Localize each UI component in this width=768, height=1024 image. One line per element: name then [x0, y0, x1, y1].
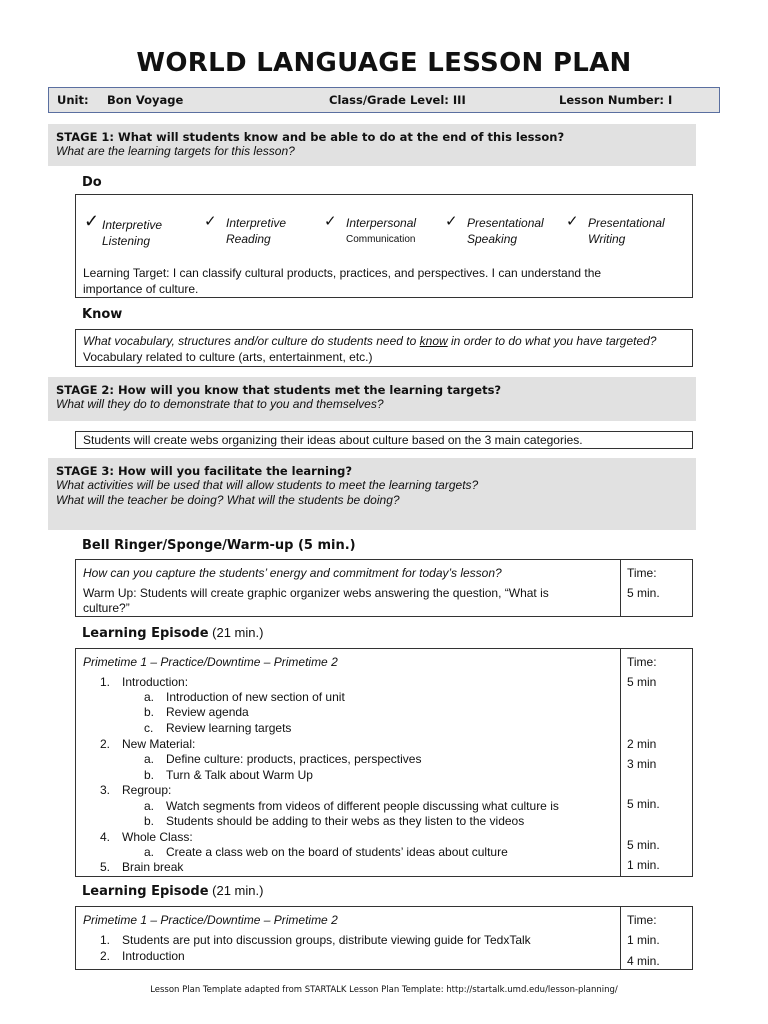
time-label: Time: — [627, 655, 657, 669]
learning-episode-2-table — [75, 906, 693, 970]
episode-label-time: (21 min.) — [212, 625, 264, 640]
learning-episode-2-content — [76, 907, 621, 969]
learning-episode-1-time-cell — [621, 649, 692, 876]
list-item-number: 4. — [100, 830, 111, 844]
time-value: 3 min — [627, 757, 657, 771]
grade-level: Class/Grade Level: III — [329, 93, 466, 107]
list-item — [100, 933, 531, 947]
list-item — [144, 705, 249, 719]
lesson-number: Lesson Number: I — [559, 93, 673, 107]
bell-ringer-label: Bell Ringer/Sponge/Warm-up (5 min.) — [82, 538, 356, 553]
list-item-number: 1. — [100, 675, 111, 689]
list-item — [144, 721, 291, 735]
list-item-number: b. — [144, 768, 155, 782]
know-question-pre: What vocabulary, structures and/or culture do students need to — [83, 334, 417, 348]
list-item — [144, 690, 345, 704]
lesson-header-bar — [48, 87, 720, 113]
learning-episode-1-table — [75, 648, 693, 877]
footer-note: Lesson Plan Template adapted from STARTALK Lesson Plan Template: http://startalk.umd.edu/lesson-planning/ — [150, 985, 618, 995]
stage-2-subheading: What will they do to demonstrate that to you and themselves? — [56, 397, 384, 411]
list-item-number: 2. — [100, 737, 111, 751]
list-item-text: Watch segments from videos of different people discussing what culture is — [166, 799, 559, 813]
list-item — [100, 949, 185, 963]
stage-3-subheading-1: What activities will be used that will allow students to meet the learning targets? — [56, 478, 479, 492]
mode-line2: Communication — [346, 234, 416, 245]
stage-3-heading: STAGE 3: How will you facilitate the learning? — [56, 464, 353, 478]
list-item-text: Turn & Talk about Warm Up — [166, 768, 313, 782]
stage-2-heading: STAGE 2: How will you know that students met the learning targets? — [56, 383, 502, 397]
list-item-number: a. — [144, 799, 155, 813]
list-item-text: Students should be adding to their webs as they listen to the videos — [166, 814, 525, 828]
mode-line1: Interpretive — [102, 218, 163, 232]
list-item-text: Review agenda — [166, 705, 249, 719]
bell-ringer-question: How can you capture the students’ energy and commitment for today’s lesson? — [83, 566, 502, 580]
stage-2-answer: Students will create webs organizing their ideas about culture based on the 3 main categories. — [83, 433, 583, 447]
time-label: Time: — [627, 566, 657, 580]
checkmark-icon: ✓ — [445, 213, 458, 230]
learning-episode-1-content — [76, 649, 621, 876]
list-item — [144, 845, 508, 859]
learning-episode-1-label — [82, 625, 263, 641]
list-item — [144, 752, 421, 766]
list-item-number: 1. — [100, 933, 111, 947]
list-item-number: a. — [144, 690, 155, 704]
time-value: 5 min. — [627, 797, 660, 811]
learning-episode-2-time-cell — [621, 907, 692, 969]
list-item — [100, 830, 193, 844]
bell-ringer-answer-line1: Warm Up: Students will create graphic organizer webs answering the question, “What is — [83, 586, 549, 600]
list-item-number: 2. — [100, 949, 111, 963]
list-item — [144, 814, 524, 828]
list-item-text: Introduction: — [122, 675, 189, 689]
know-label: Know — [82, 307, 123, 322]
time-value: 5 min. — [627, 586, 660, 600]
stage-3-subheading-2: What will the teacher be doing? What will the students be doing? — [56, 493, 400, 507]
do-box — [75, 194, 693, 298]
list-item-text: Define culture: products, practices, perspectives — [166, 752, 422, 766]
time-value: 5 min. — [627, 838, 660, 852]
time-value: 4 min. — [627, 954, 660, 968]
list-item — [144, 768, 313, 782]
list-item-text: Brain break — [122, 860, 184, 874]
list-item-number: a. — [144, 752, 155, 766]
page-title: WORLD LANGUAGE LESSON PLAN — [136, 48, 632, 78]
list-item-text: Students are put into discussion groups, distribute viewing guide for TedxTalk — [122, 933, 531, 947]
list-item — [100, 737, 195, 751]
mode-line1: Interpersonal — [346, 216, 417, 230]
learning-target-line2: importance of culture. — [83, 282, 199, 296]
list-item-number: a. — [144, 845, 155, 859]
list-item-number: b. — [144, 814, 155, 828]
checkmark-icon: ✓ — [324, 213, 337, 230]
episode-label-bold: Learning Episode — [82, 626, 209, 641]
episode-header: Primetime 1 – Practice/Downtime – Primetime 2 — [83, 655, 338, 669]
list-item — [100, 860, 183, 874]
list-item-text: Introduction — [122, 949, 185, 963]
list-item-text: Create a class web on the board of students’ ideas about culture — [166, 845, 508, 859]
list-item-text: Whole Class: — [122, 830, 193, 844]
list-item — [100, 675, 188, 689]
know-answer: Vocabulary related to culture (arts, entertainment, etc.) — [83, 350, 373, 364]
list-item-text: Regroup: — [122, 783, 172, 797]
know-question-underlined: know — [419, 334, 448, 348]
stage-2-answer-box — [75, 431, 693, 449]
checkmark-icon: ✓ — [204, 213, 217, 230]
mode-line1: Presentational — [588, 216, 665, 230]
list-item-text: New Material: — [122, 737, 196, 751]
unit-value: Bon Voyage — [107, 93, 184, 107]
stage-3-banner — [48, 458, 696, 530]
list-item — [100, 783, 171, 797]
bell-ringer-content — [76, 560, 621, 616]
episode-label-bold: Learning Episode — [82, 884, 209, 899]
stage-1-heading: STAGE 1: What will students know and be able to do at the end of this lesson? — [56, 130, 565, 144]
time-value: 5 min — [627, 675, 657, 689]
stage-1-subheading: What are the learning targets for this lesson? — [56, 144, 295, 158]
mode-line1: Interpretive — [226, 216, 287, 230]
list-item-text: Review learning targets — [166, 721, 292, 735]
checkmark-icon: ✓ — [84, 211, 100, 231]
list-item-number: b. — [144, 705, 155, 719]
know-question-post: in order to do what you have targeted? — [451, 334, 657, 348]
time-label: Time: — [627, 913, 657, 927]
episode-header: Primetime 1 – Practice/Downtime – Primetime 2 — [83, 913, 338, 927]
learning-episode-2-label — [82, 883, 263, 899]
learning-target-line1: Learning Target: I can classify cultural products, practices, and perspectives. I can understand the — [83, 266, 602, 280]
mode-line2: Reading — [226, 232, 271, 246]
stage-2-banner — [48, 377, 696, 421]
know-box — [75, 329, 693, 367]
list-item-number: 5. — [100, 860, 111, 874]
know-question — [83, 334, 656, 348]
mode-line2: Speaking — [467, 232, 518, 246]
mode-line1: Presentational — [467, 216, 544, 230]
episode-label-time: (21 min.) — [212, 883, 264, 898]
stage-1-banner — [48, 124, 696, 166]
time-value: 1 min. — [627, 858, 660, 872]
bell-ringer-time-cell — [621, 560, 692, 616]
list-item-number: c. — [144, 721, 154, 735]
list-item-text: Introduction of new section of unit — [166, 690, 345, 704]
mode-line2: Writing — [588, 232, 626, 246]
checkmark-icon: ✓ — [566, 213, 579, 230]
time-value: 1 min. — [627, 933, 660, 947]
list-item — [144, 799, 559, 813]
do-label: Do — [82, 175, 102, 190]
unit-label: Unit: — [57, 93, 89, 107]
list-item-number: 3. — [100, 783, 111, 797]
bell-ringer-table — [75, 559, 693, 617]
bell-ringer-answer-line2: culture?” — [83, 601, 130, 615]
time-value: 2 min — [627, 737, 657, 751]
mode-line2: Listening — [102, 234, 151, 248]
